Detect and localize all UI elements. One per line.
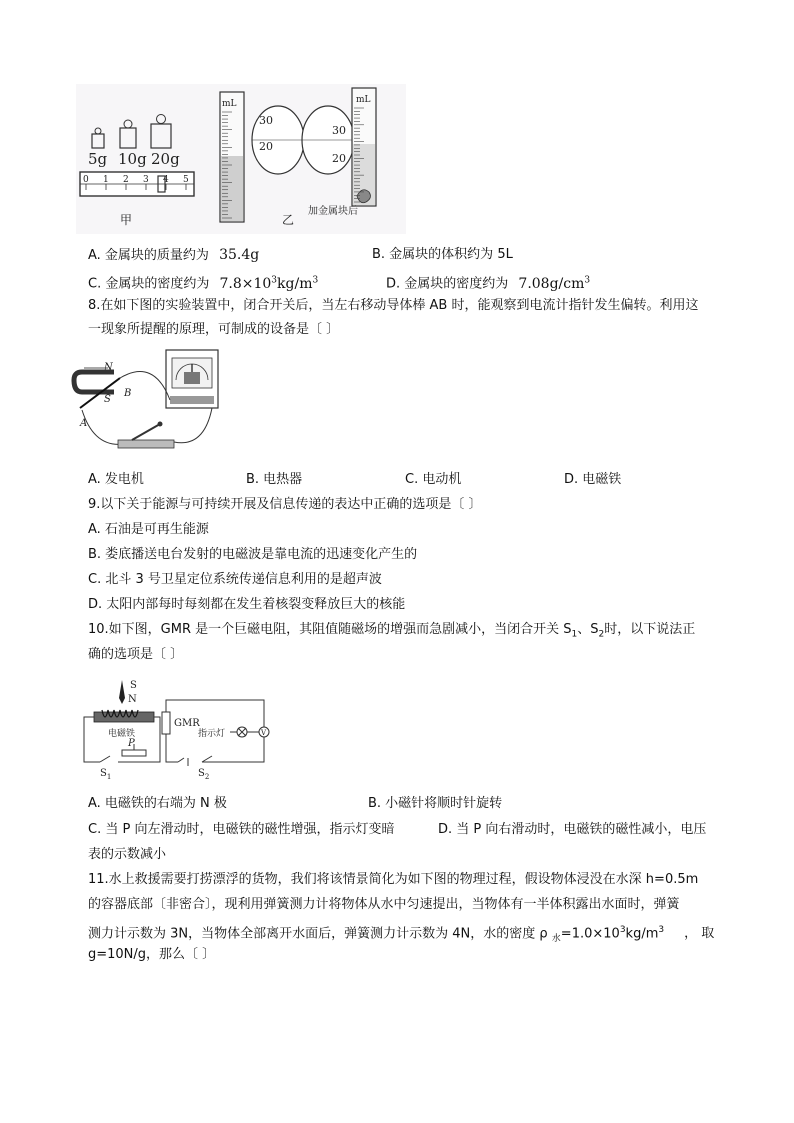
wire-a-to-switch — [82, 410, 124, 444]
q10-option-c: C. 当 P 向左滑动时，电磁铁的磁性增强，指示灯变暗 — [88, 822, 395, 837]
q9-option-d: D. 太阳内部每时每刻都在发生着核裂变释放巨大的核能 — [88, 597, 406, 612]
gmr-resistor-icon — [162, 712, 170, 734]
switch-icon — [118, 422, 174, 449]
svg-text:V: V — [261, 729, 267, 737]
q11-stem-line2: 的容器底部〔非密合〕，现利用弹簧测力计将物体从水中匀速提出，当物体有一半体积露出水面时，弹簧 — [88, 897, 680, 912]
electromagnet-icon — [94, 710, 154, 722]
q7-d-main: 7.08g/cm — [518, 275, 585, 292]
q7-option-c-value — [219, 276, 318, 292]
q7-option-d-value — [518, 276, 590, 292]
figure-q7 — [76, 84, 406, 234]
galvanometer-icon — [166, 350, 218, 408]
indicator-lamp-label: 指示灯 — [198, 729, 226, 739]
zoom-after-mark-30: 30 — [332, 124, 346, 137]
q11-line3-a: 测力计示数为 3N，当物体全部离开水面后，弹簧测力计示数为 4N，水的密度 ρ — [88, 926, 552, 942]
rheostat-icon — [122, 750, 146, 756]
indicator-lamp-icon — [237, 727, 247, 737]
rod-end-a: A — [80, 418, 88, 429]
switch-s1-icon — [100, 756, 110, 762]
q9-option-c: C. 北斗 3 号卫星定位系统传递信息利用的是超声波 — [88, 572, 382, 587]
q10-stem-b: 、S — [577, 622, 599, 637]
ruler-tick-label: 1 — [103, 175, 109, 185]
q7-option-d — [386, 270, 590, 295]
q7-c-main: 7.8×10 — [219, 275, 272, 292]
needle-pole-n: N — [128, 694, 137, 705]
q10-stem-sub2: 2 — [598, 629, 605, 640]
q8-option-c: C. 电动机 — [405, 472, 462, 487]
q9-stem: 9.以下关于能源与可持续开展及信息传递的表达中正确的选项是〔 〕 — [88, 497, 482, 512]
zoom-view-after — [302, 106, 354, 174]
q8-option-b: B. 电热器 — [246, 472, 303, 487]
figure-label-jia: 甲 — [120, 213, 133, 227]
q8-stem-line1: 8.在如下图的实验装置中，闭合开关后，当左右移动导体棒 AB 时，能观察到电流计指针发生偏转。利用这 — [88, 298, 699, 313]
q8-stem-line2: 一现象所提醒的原理，可制成的设备是〔 〕 — [88, 322, 340, 337]
q10-stem-c: 时，以下说法正 — [604, 622, 696, 637]
zoom-after-mark-20: 20 — [332, 152, 346, 165]
q10-stem-line2: 确的选项是〔 〕 — [88, 647, 184, 662]
q7-option-c-text: C. 金属块的密度约为 — [88, 276, 210, 292]
switch-s2-label: $S_2$ — [198, 768, 210, 781]
needle-pole-s: S — [130, 680, 137, 691]
compass-needle-icon — [119, 680, 125, 704]
q11-line3-c: kg/m — [625, 926, 659, 942]
ruler-tick-label: 2 — [123, 175, 129, 185]
q11-stem-line4: g=10N/g，那么〔 〕 — [88, 947, 216, 962]
q10-option-d-line1: D. 当 P 向右滑动时，电磁铁的磁性减小，电压 — [438, 822, 707, 837]
switch-s1-label: $S_1$ — [100, 768, 112, 781]
q7-option-a-text: A. 金属块的质量约为 — [88, 248, 209, 263]
q7-c-unit: kg/m — [277, 275, 313, 292]
q7-option-a-value: 35.4g — [219, 247, 260, 263]
q11-line3-exp2: 3 — [658, 925, 665, 935]
ruler-tick-label: 4 — [163, 175, 169, 185]
q10-option-a: A. 电磁铁的右端为 N 极 — [88, 796, 227, 811]
rod-end-b: B — [124, 388, 132, 399]
q11-line3-exp: 3 — [619, 925, 626, 935]
weight-label-5g: 5g — [88, 150, 108, 168]
figure-q10-drawing — [78, 674, 278, 782]
magnet-pole-n: N — [104, 362, 113, 373]
ruler-tick-label: 0 — [83, 175, 89, 185]
switch-s2-icon — [202, 756, 212, 762]
figure-q10 — [78, 674, 278, 782]
q10-stem-sub1: 1 — [571, 629, 578, 640]
q9-option-b: B. 娄底播送电台发射的电磁波是靠电流的迅速变化产生的 — [88, 547, 418, 562]
q7-option-a — [88, 245, 259, 266]
q10-option-b: B. 小磁针将顺时针旋转 — [368, 796, 503, 811]
battery-icon — [178, 758, 184, 762]
electromagnet-label: 电磁铁 — [108, 729, 136, 739]
figure-q8 — [74, 348, 224, 458]
wire-meter-to-switch — [174, 408, 212, 443]
q11-line3-d: ， 取 — [684, 926, 715, 942]
q7-c-exp: 3 — [271, 275, 278, 285]
weight-label-10g: 10g — [118, 150, 147, 168]
caption-after-metal-block: 加金属块后 — [308, 206, 358, 217]
balance-ruler — [80, 172, 194, 196]
figure-q7-drawing — [76, 84, 406, 234]
ruler-tick-label: 3 — [143, 175, 149, 185]
q7-d-exp: 3 — [584, 275, 591, 285]
zoom-before-mark-20: 20 — [259, 140, 273, 153]
q8-option-d: D. 电磁铁 — [564, 472, 622, 487]
q11-line3-sub: 水 — [551, 933, 561, 944]
q7-option-b: B. 金属块的体积约为 5L — [372, 247, 513, 262]
ruler-tick-label: 5 — [183, 175, 189, 185]
q11-stem-line1: 11.水上救援需要打捞漂浮的货物，我们将该情景简化为如下图的物理过程，假设物体浸没在水深 h=0.5m — [88, 872, 699, 887]
cylinder-right-unit: mL — [356, 95, 371, 105]
slider-p-label: P — [128, 738, 135, 749]
figure-label-yi: 乙 — [282, 213, 295, 227]
q10-option-d-line2: 表的示数减小 — [88, 847, 167, 862]
q8-option-a: A. 发电机 — [88, 472, 144, 487]
q7-option-c — [88, 270, 318, 295]
figure-q8-drawing — [74, 348, 224, 458]
q10-stem-a: 10.如下图，GMR 是一个巨磁电阻，其阻值随磁场的增强而急剧减小，当闭合开关 S — [88, 622, 572, 637]
zoom-before-mark-30: 30 — [259, 114, 273, 127]
q11-line3-b: =1.0×10 — [560, 926, 620, 942]
q9-option-a: A. 石油是可再生能源 — [88, 522, 209, 537]
cylinder-left-unit: mL — [222, 99, 237, 109]
graduated-cylinder-left — [220, 92, 244, 222]
gmr-label: GMR — [174, 718, 200, 729]
magnet-pole-s: S — [104, 394, 111, 405]
weight-label-20g: 20g — [151, 150, 180, 168]
q7-option-d-text: D. 金属块的密度约为 — [386, 276, 509, 292]
voltmeter-icon — [259, 727, 269, 737]
q10-stem-line1 — [88, 620, 695, 645]
q7-c-unit-exp: 3 — [312, 275, 319, 285]
